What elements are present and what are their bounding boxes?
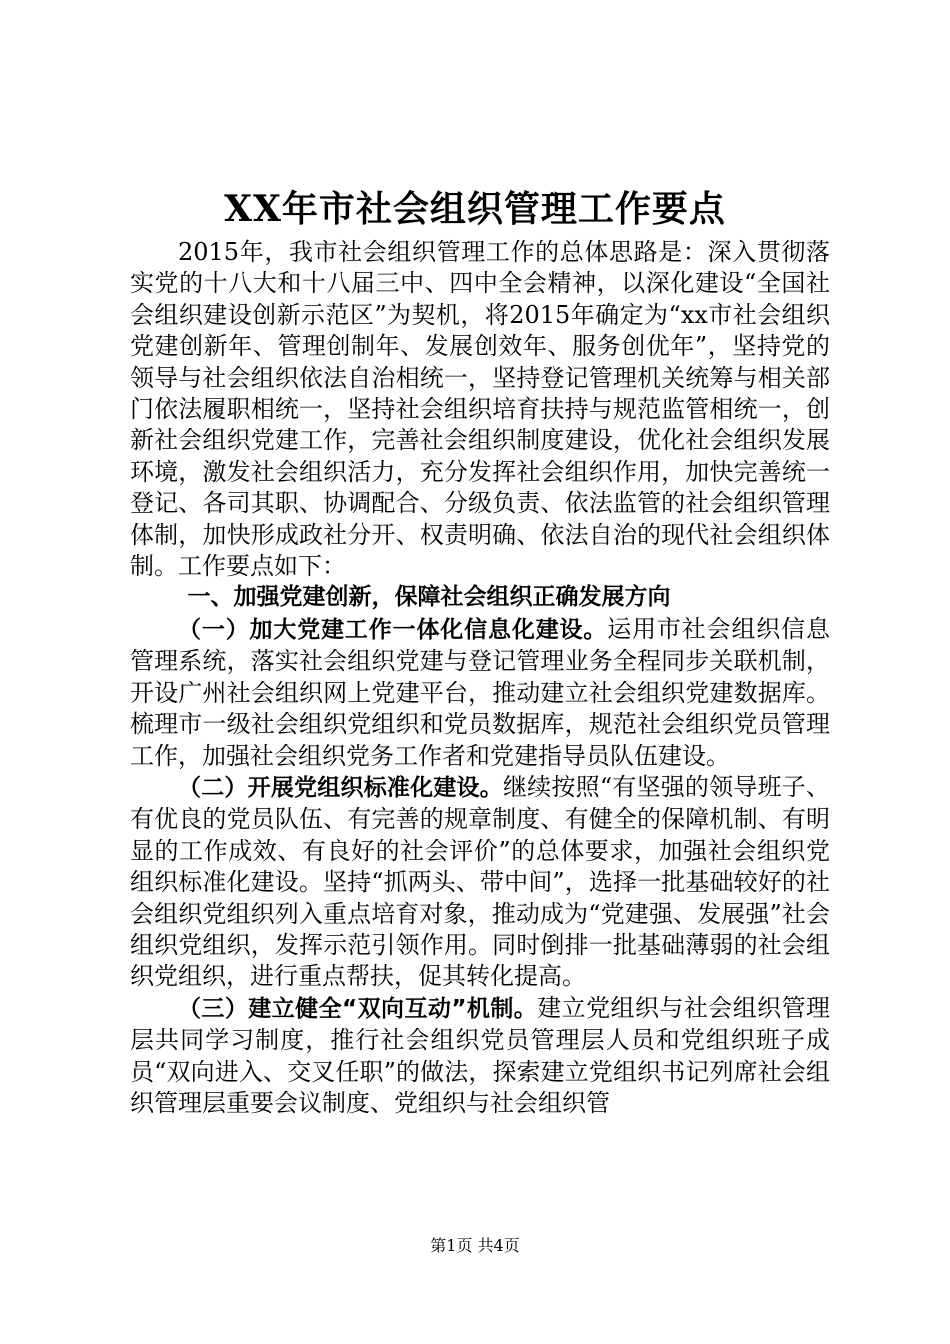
document-title: XX年市社会组织管理工作要点 <box>224 188 726 230</box>
item-title-2: （二）开展党组织标准化建设。 <box>178 774 503 801</box>
item-title-1: （一）加大党建工作一体化信息化建设。 <box>178 616 608 643</box>
item-paragraph-2 <box>130 772 830 993</box>
page-footer: 第1页 共4页 <box>430 1236 520 1255</box>
item-text-3: 建立党组织与社会组织管理层共同学习制度，推行社会组织党员管理层人员和党组织班子成员“双向进入、交叉任职”的做法，探索建立党组织书记列席社会组织管理层重要会议制度、党组织与社会组织管 <box>130 993 831 1117</box>
item-title-3: （三）建立健全“双向互动”机制。 <box>178 995 538 1022</box>
item-text-2: 继续按照“有坚强的领导班子、有优良的党员队伍、有完善的规章制度、有健全的保障机制、有明显的工作成效、有良好的社会评价”的总体要求，加强社会组织党组织标准化建设。坚持“抓两头、带中间”，选择一批基础较好的社会组织党组织列入重点培育对象，推动成为“党建强、发展强”社会组织党组织，发挥示范引领作用。同时倒排一批基础薄弱的社会组织党组织，进行重点帮扶，促其转化提高。 <box>130 772 830 991</box>
section-heading-1: 一、加强党建创新，保障社会组织正确发展方向 <box>187 584 671 611</box>
item-text-1: 运用市社会组织信息管理系统，落实社会组织党建与登记管理业务全程同步关联机制，开设广州社会组织网上党建平台，推动建立社会组织党建数据库。梳理市一级社会组织党组织和党员数据库，规范社会组织党员管理工作，加强社会组织党务工作者和党建指导员队伍建设。 <box>130 614 831 770</box>
item-paragraph-3 <box>130 993 830 1120</box>
intro-paragraph: 2015年，我市社会组织管理工作的总体思路是：深入贯彻落实党的十八大和十八届三中、四中全会精神，以深化建设“全国社会组织建设创新示范区”为契机，将2015年确定为“xx市社会组织党建创新年、管理创制年、发展创效年、服务创优年”，坚持党的领导与社会组织依法自治相统一，坚持登记管理机关统筹与相关部门依法履职相统一，坚持社会组织培育扶持与规范监管相统一，创新社会组织党建工作，完善社会组织制度建设，优化社会组织发展环境，激发社会组织活力，充分发挥社会组织作用，加快完善统一登记、各司其职、协调配合、分级负责、依法监管的社会组织管理体制，加快形成政社分开、权责明确、依法自治的现代社会组织体制。工作要点如下： <box>130 238 830 581</box>
document-body <box>130 237 830 1119</box>
item-paragraph-1 <box>130 614 830 772</box>
